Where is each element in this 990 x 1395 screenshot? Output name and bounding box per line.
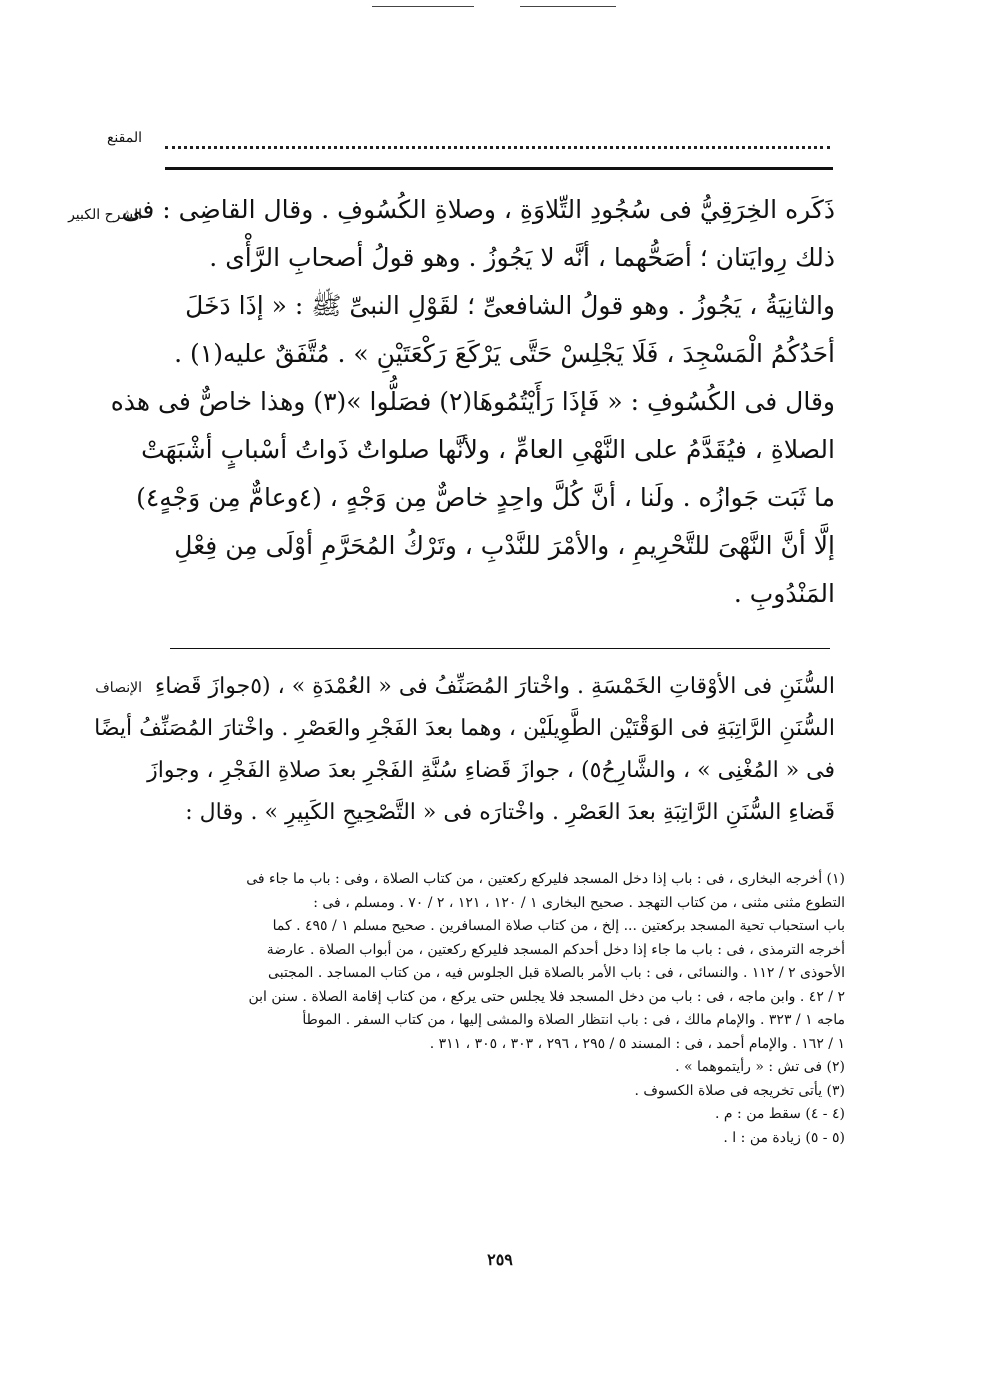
insaf-line-1: السُّنَنِ فى الأوْقاتِ الخَمْسَةِ . واخْتارَ المُصَنِّفُ فى « العُمْدَةِ » ، (٥جوازَ قَضاءِ [154, 674, 835, 699]
muqni-dotted-placeholder [165, 136, 830, 149]
main-line-2: ذلك رِوايَتان ؛ أصَحُّهما ، أنَّه لا يَجُوزُ . وهو قولُ أصحابِ الرَّأْى . [209, 243, 835, 272]
main-line-1: ذَكَره الخِرَقِيُّ فى سُجُودِ التِّلاوَةِ ، وصلاةِ الكُسُوفِ . وقال القاضِى : فى [121, 195, 835, 224]
footnote-line-9: (٢) فى تش : « رأيتموهما » . [675, 1059, 845, 1075]
insaf-line-4: قَضاءِ السُّنَنِ الرَّاتِبَةِ بعدَ العَصْرِ . واخْتارَه فى « التَّصْحِيحِ الكَبِيرِ » . وقال : [185, 800, 835, 825]
main-line-5: وقال فى الكُسُوفِ : « فَإذَا رَأَيْتُمُوهَا(٢) فصَلُّوا »(٣) وهذا خاصٌّ فى هذه [110, 387, 835, 416]
sharh-kabir-text [110, 186, 835, 618]
label-muqni: المقنع [106, 130, 142, 146]
main-line-8: إلَّا أنَّ النَّهْىَ للتَّحْرِيمِ ، والأمْرَ للنَّدْبِ ، وتَرْكُ المُحَرَّمِ أوْلَى مِن فِعْلِ [174, 531, 835, 560]
footnote-line-8: ١ / ١٦٢ . والإمام أحمد ، فى : المسند ٥ / ٢٩٥ ، ٢٩٦ ، ٣٠٣ ، ٣٠٥ ، ٣١١ . [429, 1035, 845, 1052]
footnote-line-5: الأحوذى ٢ / ١١٢ . والنسائى ، فى : باب الأمر بالصلاة قبل الجلوس فيه ، من كتاب المساجد . المجتبى [268, 965, 845, 981]
main-line-4: أحَدُكُمُ الْمَسْجِدَ ، فَلَا يَجْلِسْ حَتَّى يَرْكَعَ رَكْعَتَيْنِ » . مُتَّفَقٌ عليه(١) . [174, 339, 835, 368]
insaf-line-2: السُّنَنِ الرَّاتِبَةِ فى الوَقْتَيْن الطَّوِيلَيْن ، وهما بعدَ الفَجْرِ والعَصْرِ . واخْتارَ المُصَنِّفُ أيضًا [94, 716, 835, 741]
footnote-line-2: التطوع مثنى مثنى ، من كتاب التهجد . صحيح البخارى ١ / ١٢٠ ، ١٢١ ، ٢ / ٧٠ . ومسلم ، فى : [313, 894, 845, 911]
main-line-9: المَنْدُوبِ . [733, 579, 835, 608]
footnote-line-7: ماجه ١ / ٣٢٣ . والإمام مالك ، فى : باب انتظار الصلاة والمشى إليها ، من كتاب السفر . الموطأ [302, 1012, 845, 1028]
footnote-line-1: (١) أخرجه البخارى ، فى : باب إذا دخل المسجد فليركع ركعتين ، من كتاب الصلاة ، وفى : باب ما جاء فى [246, 871, 845, 887]
top-rule-right [520, 6, 616, 7]
footnote-line-12: (٥ - ٥) زيادة من : ا . [723, 1129, 845, 1146]
footnote-line-10: (٣) يأتى تخريجه فى صلاة الكسوف . [634, 1082, 845, 1099]
footnotes [165, 868, 845, 1150]
header-thick-rule [165, 167, 833, 170]
page-number: ٢٥٩ [487, 1250, 513, 1269]
main-line-6: الصلاةِ ، فيُقَدَّمُ على النَّهْىِ العامِّ ، ولأنَّها صلواتٌ ذَواتُ أسْبابٍ أشْبَهَتْ [141, 435, 835, 464]
main-line-7: ما ثَبَت جَوازُه . ولَنا ، أنَّ كُلَّ واحِدٍ خاصٌّ مِن وَجْهٍ ، (٤وعامٌّ مِن وَجْهٍ٤) [136, 483, 835, 512]
insaf-line-3: فى « المُغْنِى » ، والشَّارِحُ٥) ، جوازَ قَضاءِ سُنَّةِ الفَجْرِ بعدَ صلاةِ الفَجْرِ ، وجوازَ [147, 758, 835, 783]
label-sharh-kabir: الشرح الكبير [68, 207, 142, 223]
footnote-line-6: ٢ / ٤٢ . وابن ماجه ، فى : باب من دخل المسجد فلا يجلس حتى يركع ، من كتاب إقامة الصلاة . سنن ابن [248, 988, 845, 1005]
main-line-3: والثانِيَةُ ، يَجُوزُ . وهو قولُ الشافعىِّ ؛ لقَوْلِ النبىِّ ﷺ : « إذَا دَخَلَ [185, 291, 835, 320]
footnote-line-11: (٤ - ٤) سقط من : م . [715, 1106, 845, 1122]
footnote-line-4: أخرجه الترمذى ، فى : باب ما جاء إذا دخل أحدكم المسجد فليركع ركعتين ، من أبواب الصلاة . عارضة [266, 941, 845, 958]
top-rule-left [372, 6, 474, 7]
section-divider-rule [170, 648, 830, 649]
footnote-line-3: باب استحباب تحية المسجد بركعتين ... إلخ ، من كتاب صلاة المسافرين . صحيح مسلم ١ / ٤٩٥ . كما [272, 918, 845, 934]
label-insaf: الإنصاف [95, 680, 142, 696]
